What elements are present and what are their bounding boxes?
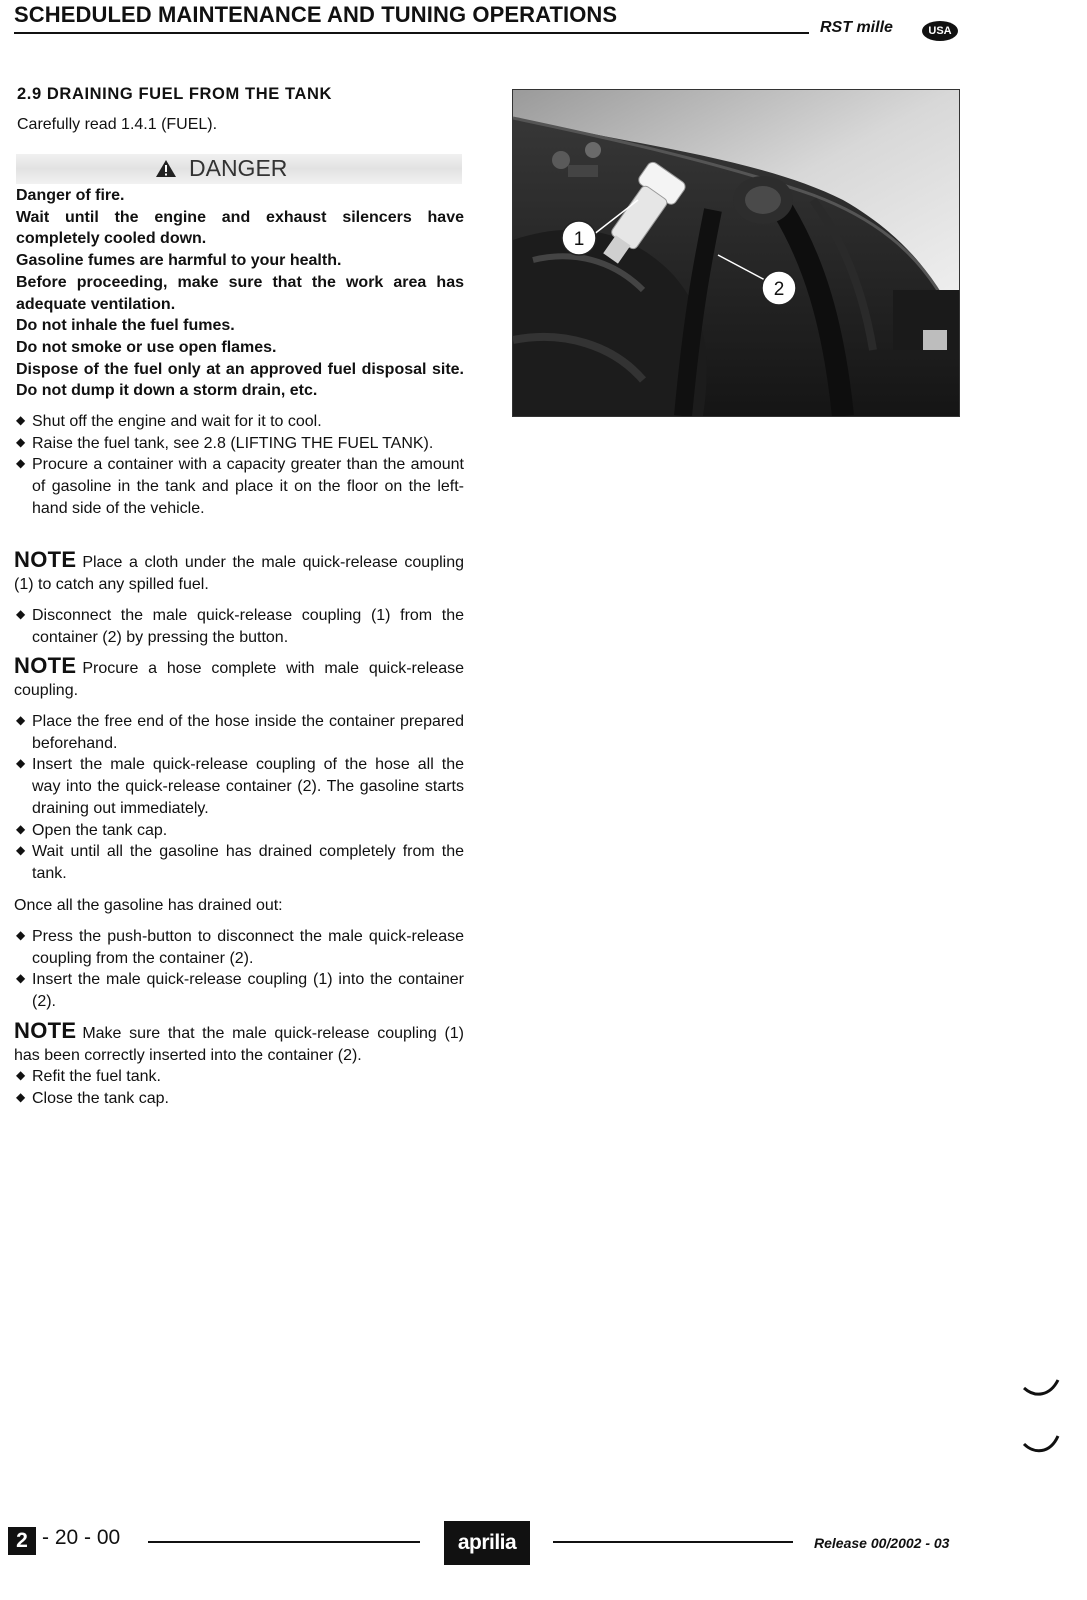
note-label: NOTE <box>14 653 77 678</box>
callout-2: 2 <box>773 279 785 300</box>
danger-line: Gasoline fumes are harmful to your health. <box>16 252 342 270</box>
region-badge: USA <box>922 21 958 41</box>
step-text: Insert the male quick-release coupling of the hose all the way into the quick-release container (2). The gasoline starts draining out immediately. <box>32 756 464 817</box>
danger-line: Danger of fire. <box>16 187 125 204</box>
danger-label: DANGER <box>189 155 288 181</box>
footer-rule <box>553 1541 793 1543</box>
steps-group-b <box>14 605 464 648</box>
page-header-title: SCHEDULED MAINTENANCE AND TUNING OPERATIONS <box>14 2 618 27</box>
list-item: ◆ Press the push-button to disconnect the male quick-release coupling from the container (2). <box>16 928 464 967</box>
callout-1: 1 <box>573 229 585 250</box>
danger-line: Wait until the engine and exhaust silencers have completely cooled down. <box>16 208 464 248</box>
list-item: ◆ Open the tank cap. <box>16 821 168 839</box>
warning-triangle-icon <box>155 159 177 178</box>
steps-group-d <box>14 926 464 1013</box>
aprilia-logo: aprilia <box>444 1521 530 1565</box>
list-item: ◆ Refit the fuel tank. <box>16 1068 161 1085</box>
step-text: Disconnect the male quick-release coupling (1) from the container (2) by pressing the button. <box>32 607 464 646</box>
step-text: Place the free end of the hose inside the container prepared beforehand. <box>32 713 464 752</box>
margin-mark <box>1020 1370 1065 1410</box>
list-item: ◆ Wait until all the gasoline has drained completely from the tank. <box>16 843 464 882</box>
note-label: NOTE <box>14 1018 77 1043</box>
drained-intro: Once all the gasoline has drained out: <box>14 897 283 914</box>
note-2 <box>14 655 464 701</box>
section-title: 2.9 DRAINING FUEL FROM THE TANK <box>17 85 332 103</box>
list-item: ◆ Insert the male quick-release coupling (1) into the container (2). <box>16 971 464 1011</box>
section-intro: Carefully read 1.4.1 (FUEL). <box>17 116 218 133</box>
danger-line: Dispose of the fuel only at an approved fuel disposal site. Do not dump it down a storm drain, etc. <box>16 360 464 400</box>
list-item: ◆ Raise the fuel tank, see 2.8 (LIFTING THE FUEL TANK). <box>16 434 434 452</box>
model-name: RST mille <box>820 19 893 36</box>
list-item: ◆ Shut off the engine and wait for it to cool. <box>16 413 322 430</box>
list-item: ◆ Disconnect the male quick-release coupling (1) from the container (2) by pressing the button. <box>16 607 464 646</box>
danger-text <box>16 185 464 402</box>
chapter-number: 2 <box>8 1527 36 1555</box>
danger-line: Do not inhale the fuel fumes. <box>16 317 235 335</box>
note-3 <box>14 1020 464 1066</box>
step-text: Close the tank cap. <box>32 1089 169 1107</box>
danger-heading <box>155 155 287 182</box>
danger-line: Do not smoke or use open flames. <box>16 338 277 356</box>
note-label: NOTE <box>14 547 77 572</box>
footer-rule <box>148 1541 420 1543</box>
step-text: Open the tank cap. <box>32 821 168 839</box>
step-text: Raise the fuel tank, see 2.8 (LIFTING THE FUEL TANK). <box>32 434 434 452</box>
step-text: Procure a container with a capacity greater than the amount of gasoline in the tank and place it on the floor on the left-hand side of the vehicle. <box>32 456 464 517</box>
header-rule <box>14 32 809 34</box>
photo-illustration <box>513 90 959 416</box>
list-item: ◆ Place the free end of the hose inside the container prepared beforehand. <box>16 713 464 752</box>
note-1 <box>14 549 464 595</box>
steps-group-e <box>14 1066 464 1109</box>
step-text: Shut off the engine and wait for it to cool. <box>32 413 322 430</box>
step-text: Insert the male quick-release coupling (1) into the container (2). <box>32 971 464 1011</box>
note-text: Make sure that the male quick-release coupling (1) has been correctly inserted into the container (2). <box>14 1025 464 1064</box>
note-text: Place a cloth under the male quick-release coupling (1) to catch any spilled fuel. <box>14 554 464 593</box>
step-text: Wait until all the gasoline has drained completely from the tank. <box>32 843 464 882</box>
page-number: - 20 - 00 <box>42 1526 121 1549</box>
release-info: Release 00/2002 - 03 <box>814 1535 950 1551</box>
list-item: ◆ Close the tank cap. <box>16 1089 169 1107</box>
steps-group-a <box>14 411 464 520</box>
list-item: ◆ Procure a container with a capacity greater than the amount of gasoline in the tank and place it on the floor on the left-hand side of the vehicle. <box>16 456 464 517</box>
steps-group-c <box>14 711 464 885</box>
coupling-photo <box>512 89 960 417</box>
danger-line: Before proceeding, make sure that the work area has adequate ventilation. <box>16 273 464 313</box>
step-text: Press the push-button to disconnect the male quick-release coupling from the container (2). <box>32 928 464 967</box>
list-item: ◆ Insert the male quick-release coupling of the hose all the way into the quick-release container (2). The gasoline starts draining out immediately. <box>16 756 464 817</box>
step-text: Refit the fuel tank. <box>32 1068 161 1085</box>
margin-mark <box>1020 1430 1065 1470</box>
note-text: Procure a hose complete with male quick-release coupling. <box>14 660 464 699</box>
